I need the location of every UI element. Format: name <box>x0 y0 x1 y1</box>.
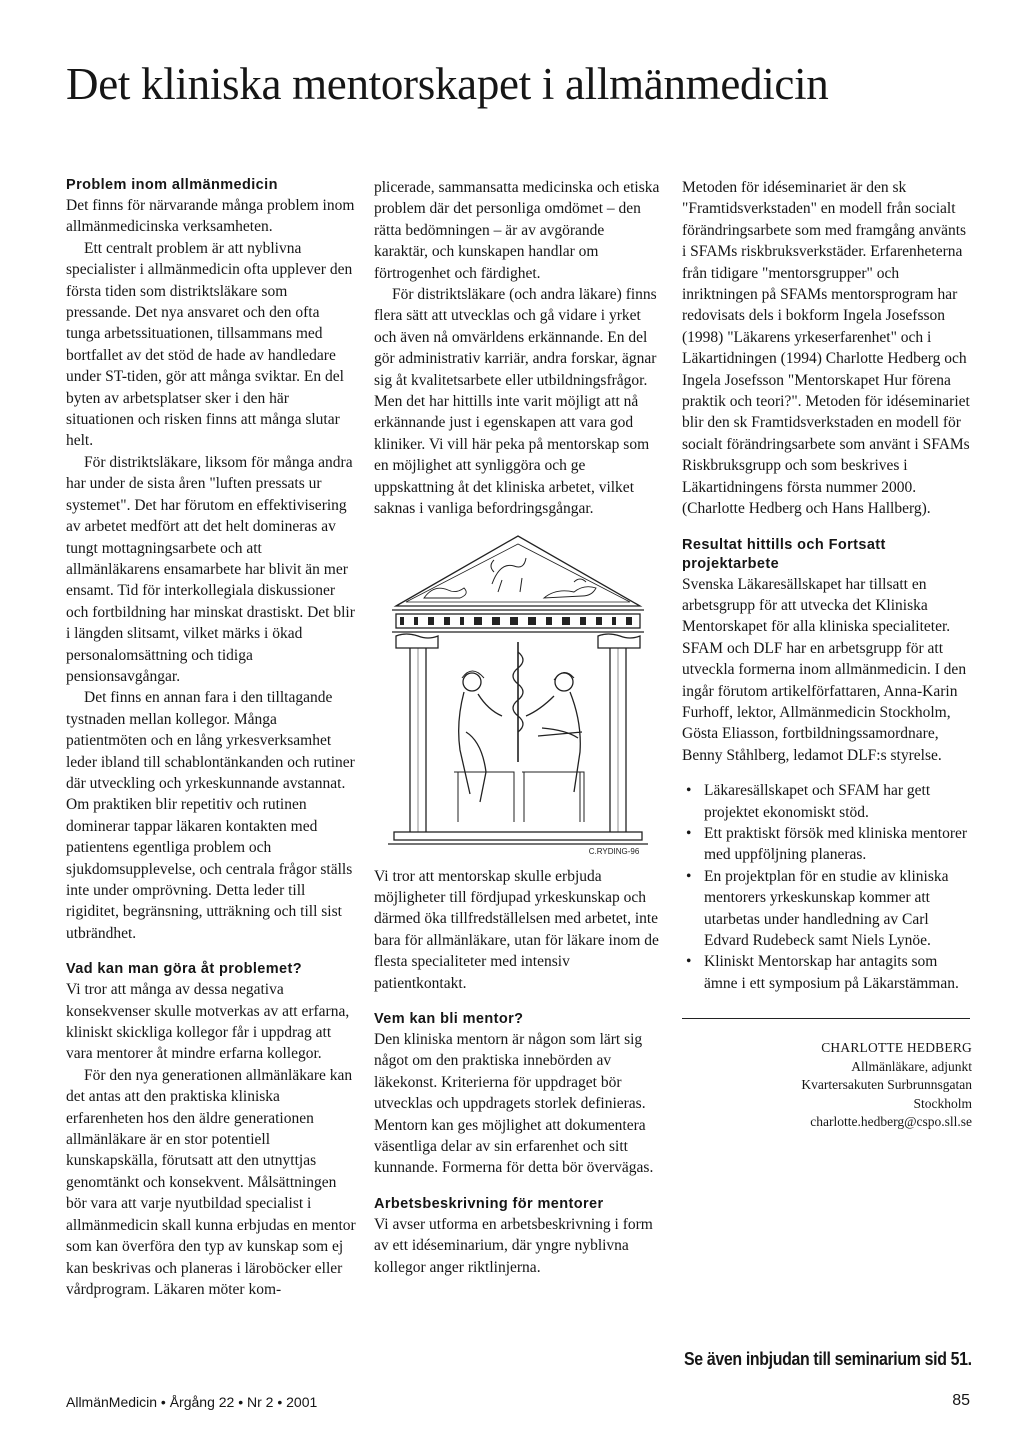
journal-footer: AllmänMedicin • Årgång 22 • Nr 2 • 2001 <box>66 1394 318 1410</box>
paragraph: Den kliniska mentorn är någon som lärt sig något om den praktiska innebörden av läkekonst. Kriterierna för uppdraget bör utvecklas och uppdragets storlek definieras. Mentorn kan ges möjlighet att dokumentera väsentliga delar av sin erfarenhet och sitt kunnande. Formerna för detta bör övervägas. <box>374 1030 654 1177</box>
see-also-note: Se även inbjudan till seminarium sid 51. <box>684 1348 972 1369</box>
heading-resultat: Resultat hittills och Fortsatt projektarbete <box>682 536 886 572</box>
capital-right <box>598 634 640 648</box>
author-city: Stockholm <box>913 1095 972 1111</box>
paragraph: För distriktsläkare, liksom för många andra har under de sista åren "luften pressats ur systemet". Det har förutom en effektivisering av arbetet medfört att det helt domineras av tungt mottagningsarbete och att allmänläkarens ensamarbete har blivit än mer ensamt. Tid för interkollegiala diskussioner och fortbildning har minskat drastiskt. Det blir i längden slitsamt, vilket märks i ökad personalomsättning och tidiga pensionsavgångar. <box>66 453 355 685</box>
bullet-list <box>682 780 972 994</box>
paragraph: Det finns en annan fara i den tilltagande tystnaden mellan kollegor. Många patientmöten och en lång yrkesverksamhet leder ibland till schablontänkanden och rutiner där utveckling och yrkeskunnande avstannat. Om praktiken blir repetitiv och rutinen dominerar tappar läkaren kontakten med patientens egentliga problem och sjukdomsupplevelse, och centrala frågor ställs inte under omprövning. Detta leder till rigiditet, begränsning, utträkning och till sist utbrändhet. <box>66 689 355 942</box>
seat-right <box>522 772 584 822</box>
paragraph: Vi avser utforma en arbetsbeskrivning i form av ett idéseminarium, där yngre nyblivna kollegor anger riktlinjerna. <box>374 1215 653 1276</box>
column-1 <box>66 176 356 1300</box>
paragraph: plicerade, sammansatta medicinska och etiska problem där det personliga omdömet – den rätta bedömningen – är av avgörande karaktär, och kunskapen handlar om förtrogenhet och färdighet. <box>374 179 660 282</box>
list-item: • Ett praktiskt försök med kliniska mentorer med uppföljning planeras. <box>682 823 972 866</box>
heading-vem-kan-bli-mentor: Vem kan bli mentor? <box>374 1010 524 1027</box>
paragraph: Svenska Läkaresällskapet har tillsatt en arbetsgrupp för att utvecka det Kliniska Mentorskapet för alla kliniska specialiteter. SFAM och DLF har en arbetsgrupp för att utveckla formerna inom allmänmedicin. I den ingår förutom artikelförfattaren, Anna-Karin Furhoff, lektor, Allmänmedicin Stockholm, Gösta Eliasson, fortbildningssamordnare, Benny Ståhlberg, ledamot DLF:s styrelse. <box>682 575 967 764</box>
author-email: charlotte.hedberg@cspo.sll.se <box>810 1114 972 1130</box>
list-item: • Läkaresällskapet och SFAM har gett projektet ekonomiskt stöd. <box>682 780 972 823</box>
horse-figure <box>491 558 526 592</box>
greek-temple-drawing <box>374 532 662 858</box>
article-title: Det kliniska mentorskapet i allmänmedicin <box>66 59 829 109</box>
heading-problem: Problem inom allmänmedicin <box>66 177 278 193</box>
heading-arbetsbeskrivning: Arbetsbeskrivning för mentorer <box>374 1195 604 1212</box>
divider <box>682 1018 970 1019</box>
author-title: Allmänläkare, adjunkt <box>851 1058 972 1074</box>
paragraph: För den nya generationen allmänläkare kan det antas att den praktiska kliniska erfarenheten hos den äldre generationen allmänläkare är en stor potentiell kunskapskälla, förutsatt att den utnyttjas genomtänkt och konsekvent. Målsättningen bör vara att varje nyutbildad specialist i allmänmedicin skall kunna erbjudas en mentor som kan överföra den typ av kunskap som ej kan beskrivas och planeras i läroböcker eller vårdprogram. Läkaren möter kom- <box>66 1066 356 1298</box>
paragraph: Vi tror att många av dessa negativa konsekvenser skulle motverkas av att erfarna, kliniskt skickliga kollegor får i uppdrag att vara mentorer åt mindre erfarna kollegor. <box>66 981 350 1063</box>
paragraph: Metoden för idéseminariet är den sk "Framtidsverkstaden" en modell från socialt förändringsarbete som med framgång använts i SFAMs riskbruksverkstäder. Erfarenheterna från tidigare "mentorsgrupper" och inriktningen på SFAMs mentorsprogram har redovisats dels i bokform Ingela Josefsson (1998) "Läkarens yrkeserfarenhet" och i Läkartidningen (1994) Charlotte Hedberg och Ingela Josefsson "Mentorskapet Hur förena praktik och teori?". Metoden för idéseminariet blir den sk Framtidsverkstaden en modell för socialt förändringsarbete som använt i SFAMs Riskbruksgrupp och som beskrives i Läkartidningens första nummer 2000. (Charlotte Hedberg och Hans Hallberg). <box>682 179 970 518</box>
paragraph: Ett centralt problem är att nyblivna specialister i allmänmedicin ofta upplever den första tiden som distriktsläkare som pressande. Det nya ansvaret och den ofta tunga arbetssituationen, tillsammans med bortfallet av det stöd de hade av handledare under ST-tiden, gör att många sviktar. En del byten av arbetsplatser sker i den här situationen och risken finns att många slutar helt. <box>66 239 353 450</box>
list-item: • En projektplan för en studie av kliniska mentorers yrkeskunskap kommer att utarbetas under handledning av Carl Edvard Rudebeck samt Niels Lynöe. <box>682 866 972 952</box>
paragraph: För distriktsläkare (och andra läkare) finns flera sätt att utvecklas och gå vidare i yrket och även nå omvärldens erkännande. En del gör administrativ karriär, andra forskar, ägnar sig åt kvalitetsarbete eller utbildningsfrågor. Men det har hittills inte varit möjligt att nå erkännande just i egenskapen att vara god kliniker. Vi vill här peka på mentorskap som en möjlighet att synliggöra och ge uppskattning åt det kliniska arbetet, vilket saknas i vanliga befordringsgångar. <box>374 286 657 518</box>
page-number: 85 <box>952 1392 970 1409</box>
capital-left <box>396 634 438 648</box>
illustration-signature: C.RYDING-96 <box>588 846 640 856</box>
pediment <box>396 536 640 606</box>
column-3 <box>682 177 972 1132</box>
reclining-figure-right <box>544 579 596 598</box>
temple-illustration <box>374 532 662 858</box>
pediment-inner <box>406 544 630 602</box>
heading-vad-kan-man-gora: Vad kan man göra åt problemet? <box>66 961 302 978</box>
list-item: • Kliniskt Mentorskap har antagits som ämne i ett symposium på Läkarstämman. <box>682 951 972 994</box>
author-signature <box>682 1039 972 1132</box>
seated-woman <box>459 692 502 802</box>
paragraph: Vi tror att mentorskap skulle erbjuda möjligheter till fördjupad yrkeskunskap och därmed öka tillfredställelsen med arbetet, inte bara för allmänläkare, utan för läkare inom de flesta specialiteter med intensiv patientkontakt. <box>374 867 659 992</box>
author-workplace: Kvartersakuten Surbrunnsgatan <box>801 1077 972 1093</box>
frieze-pattern <box>400 617 632 625</box>
seated-man <box>526 692 582 792</box>
paragraph: Det finns för närvarande många problem inom allmänmedicinska verksamheten. <box>66 197 355 236</box>
column-2 <box>374 177 662 1278</box>
author-name: CHARLOTTE HEDBERG <box>821 1040 972 1056</box>
